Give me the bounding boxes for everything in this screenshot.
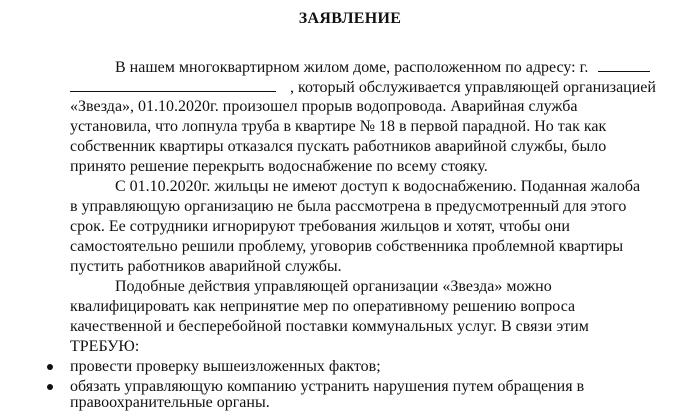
paragraph-1-line-2-text: , который обслуживается управляющей организацией bbox=[290, 79, 656, 96]
paragraph-1-line-4: установила, что лопнула труба в квартире № 18 в первой парадной. Но так как bbox=[70, 118, 607, 135]
paragraph-3-line-1: Подобные действия управляющей организации «Звезда» можно bbox=[115, 278, 552, 295]
demand-item-2: обязать управляющую компанию устранить нарушения путем обращения в bbox=[70, 378, 585, 395]
paragraph-1-line-6: принято решение перекрыть водоснабжение по всему стояку. bbox=[70, 158, 488, 175]
paragraph-3-line-2: квалифицировать как непринятие мер по оперативному решению вопроса bbox=[70, 298, 576, 315]
bullet-dot-icon bbox=[47, 384, 53, 390]
paragraph-2-line-4: самостоятельно решили проблему, уговорив собственника проблемной квартиры bbox=[70, 238, 624, 255]
paragraph-2-line-5: пустить работников аварийной службы. bbox=[70, 258, 342, 275]
paragraph-3-line-3: качественной и бесперебойной поставки коммунальных услуг. В связи этим bbox=[70, 318, 589, 335]
document-title: ЗАЯВЛЕНИЕ bbox=[298, 10, 402, 27]
paragraph-3-line-4: ТРЕБУЮ: bbox=[70, 338, 140, 355]
paragraph-2-line-1: С 01.10.2020г. жильцы не имеют доступ к водоснабжению. Поданная жалоба bbox=[115, 178, 641, 195]
paragraph-2-line-3: срок. Ее сотрудники игнорируют требования жильцов и хотят, чтобы они bbox=[70, 218, 570, 235]
paragraph-1-line-2 bbox=[70, 77, 656, 98]
address-blank-field bbox=[70, 77, 276, 92]
city-blank-field bbox=[598, 57, 650, 72]
paragraph-1-line-3: «Звезда», 01.10.2020г. произошел прорыв водопровода. Аварийная служба bbox=[70, 98, 578, 115]
paragraph-2-line-2: в управляющую организацию не была рассмотрена в предусмотренный для этого bbox=[70, 198, 627, 215]
bullet-dot-icon bbox=[47, 364, 53, 370]
demand-item-1: провести проверку вышеизложенных фактов; bbox=[70, 358, 381, 375]
demand-item-2-continuation: правоохранительные органы. bbox=[70, 394, 270, 411]
paragraph-1-line-1 bbox=[115, 57, 650, 78]
paragraph-1-line-1-text: В нашем многоквартирном жилом доме, расположенном по адресу: г. bbox=[115, 59, 589, 76]
paragraph-1-line-5: собственник квартиры отказался пускать работников аварийной службы, было bbox=[70, 138, 607, 155]
